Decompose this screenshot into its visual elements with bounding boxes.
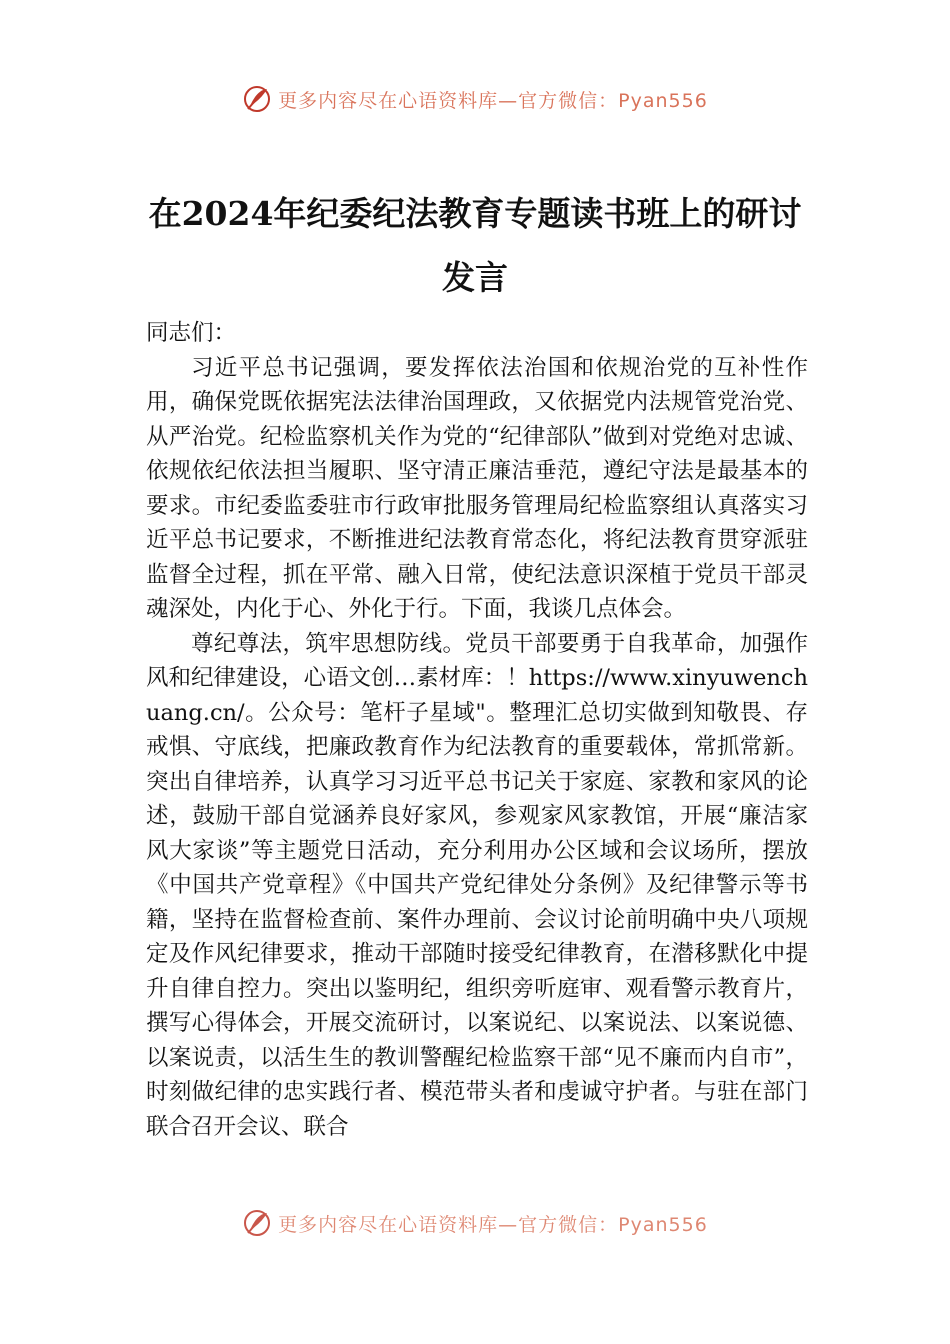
body-paragraph: 尊纪尊法，筑牢思想防线。党员干部要勇于自我革命，加强作风和纪律建设，心语文创…素材库：！https://www.xinyuwenchuang.cn/。公众号：笔杆子星域"。整理汇总切实做到知敬畏、存戒惧、守底线，把廉政教育作为纪法教育的重要载体，常抓常新。突出自律培养，认真学习习近平总书记关于家庭、家教和家风的论述，鼓励干部自觉涵养良好家风，参观家风家教馆，开展“廉洁家风大家谈”等主题党日活动，充分利用办公区域和会议场所，摆放《中国共产党章程》《中国共产党纪律处分条例》及纪律警示等书籍，坚持在监督检查前、案件办理前、会议讨论前明确中央八项规定及作风纪律要求，推动干部随时接受纪律教育，在潜移默化中提升自律自控力。突出以鉴明纪，组织旁听庭审、观看警示教育片，撰写心得体会，开展交流研讨，以案说纪、以案说法、以案说德、以案说责，以活生生的教训警醒纪检监察干部“见不廉而内自市”，时刻做纪律的忠实践行者、模范带头者和虔诚守护者。与驻在部门联合召开会议、联合: [146, 630, 808, 1140]
quill-logo-icon: [242, 1208, 272, 1238]
watermark-text: 更多内容尽在心语资料库—官方微信：Pyan556: [278, 1213, 708, 1236]
document-body: [146, 316, 808, 1144]
quill-logo-icon: [242, 84, 272, 114]
document-title: 在2024年纪委纪法教育专题读书班上的研讨发言: [148, 194, 802, 297]
salutation: 同志们：: [146, 320, 237, 346]
header-watermark: [0, 84, 950, 114]
watermark-text: 更多内容尽在心语资料库—官方微信：Pyan556: [278, 89, 708, 112]
footer-watermark: [0, 1208, 950, 1238]
body-paragraph: 习近平总书记强调，要发挥依法治国和依规治党的互补性作用，确保党既依据宪法法律治国理政，又依据党内法规管党治党、从严治党。纪检监察机关作为党的“纪律部队”做到对党绝对忠诚、依规依纪依法担当履职、坚守清正廉洁垂范，遵纪守法是最基本的要求。市纪委监委驻市行政审批服务管理局纪检监察组认真落实习近平总书记要求，不断推进纪法教育常态化，将纪法教育贯穿派驻监督全过程，抓在平常、融入日常，使纪法意识深植于党员干部灵魂深处，内化于心、外化于行。下面，我谈几点体会。: [146, 354, 808, 622]
